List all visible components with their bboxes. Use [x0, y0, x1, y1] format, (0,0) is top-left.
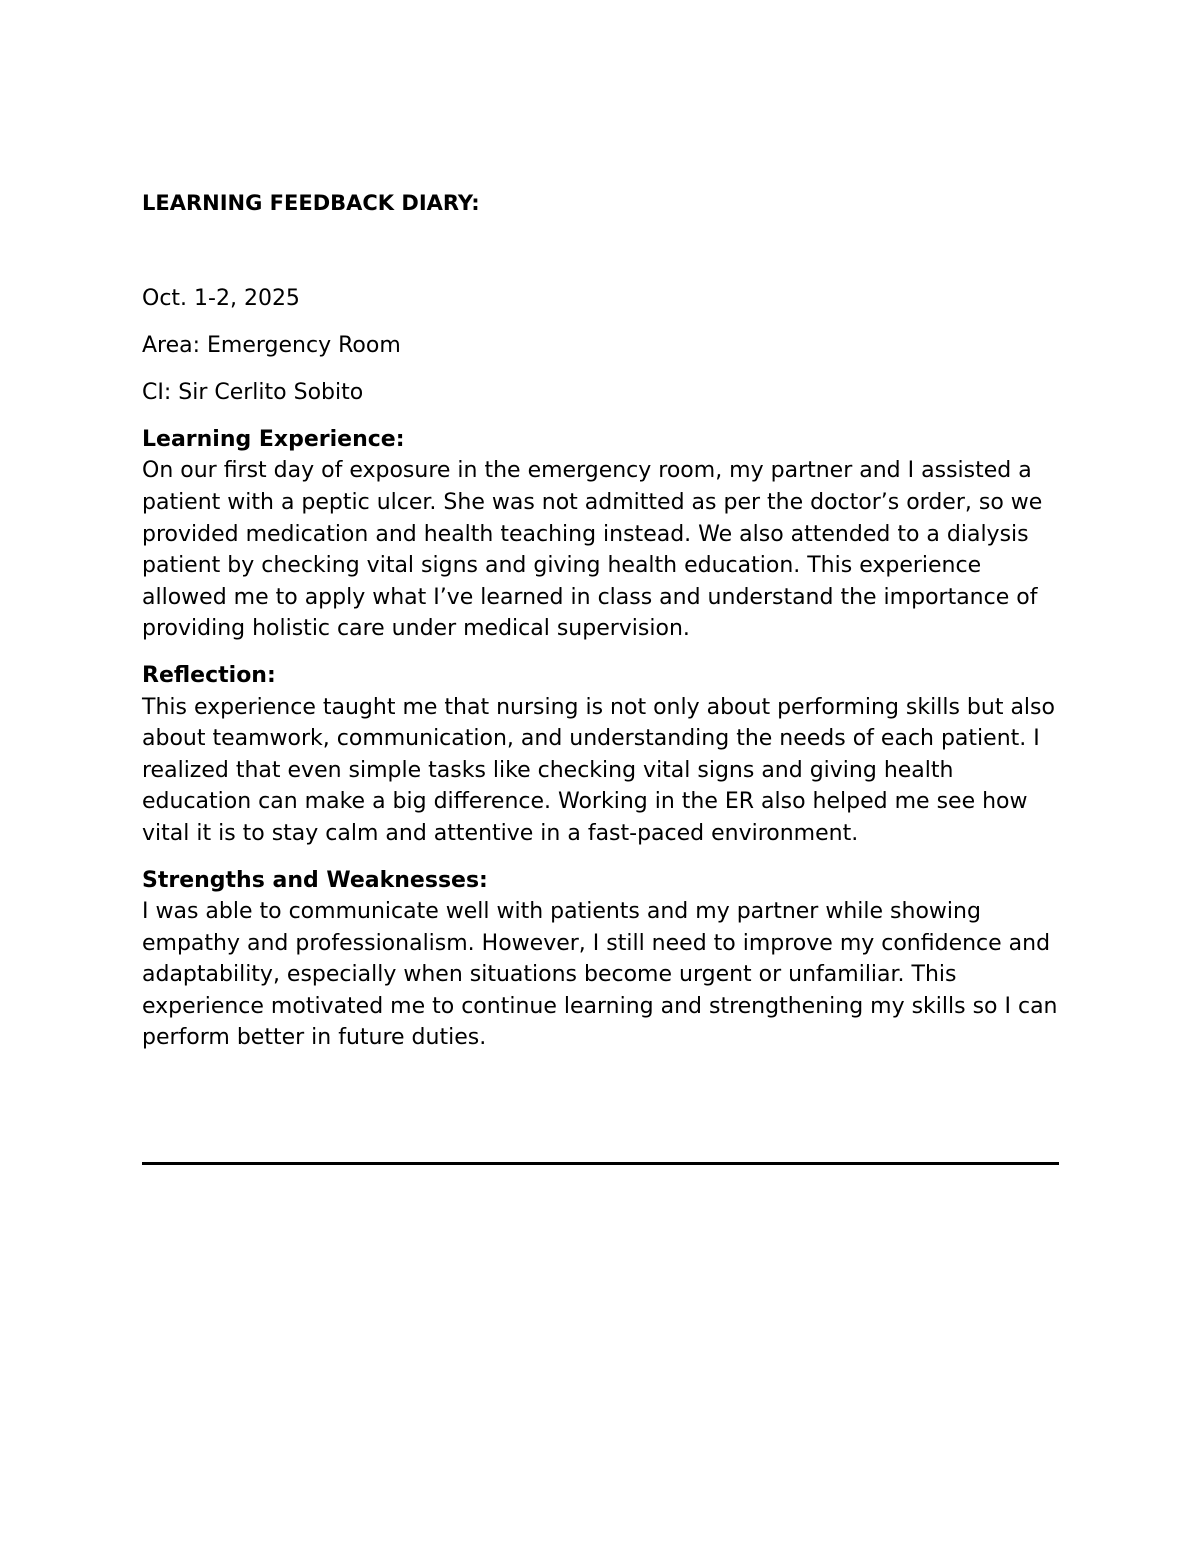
- section-heading: Reflection:: [142, 662, 276, 688]
- diary-date: Oct. 1-2, 2025: [142, 286, 300, 311]
- section-body: I was able to communicate well with patients and my partner while showing empathy and professionalism. However, I still need to improve my confidence and adaptability, especially when situations become urgent or unfamiliar. This experience motivated me to continue learning and strengthening my skills so I can perform better in future duties.: [142, 899, 1058, 1051]
- section-strengths-weaknesses: [142, 865, 1058, 1055]
- document-page: [142, 189, 1058, 1054]
- document-title: LEARNING FEEDBACK DIARY:: [142, 191, 480, 215]
- horizontal-rule: [142, 1162, 1059, 1165]
- clinical-instructor: CI: Sir Cerlito Sobito: [142, 380, 364, 406]
- section-heading: Strengths and Weaknesses:: [142, 867, 488, 893]
- section-body: This experience taught me that nursing is not only about performing skills but also about teamwork, communication, and understanding the needs of each patient. I realized that even simple tasks like checking vital signs and giving health education can make a big difference. Working in the ER also helped me see how vital it is to stay calm and attentive in a fast-paced environment.: [142, 694, 1055, 846]
- section-reflection: [142, 660, 1058, 850]
- section-learning-experience: [142, 424, 1058, 645]
- section-body: On our first day of exposure in the emergency room, my partner and I assisted a patient with a peptic ulcer. She was not admitted as per the doctor’s order, so we provided medication and health teaching instead. We also attended to a dialysis patient by checking vital signs and giving health education. This experience allowed me to apply what I’ve learned in class and understand the importance of providing holistic care under medical supervision.: [142, 458, 1043, 642]
- diary-area: Area: Emergency Room: [142, 332, 401, 358]
- section-heading: Learning Experience:: [142, 426, 405, 452]
